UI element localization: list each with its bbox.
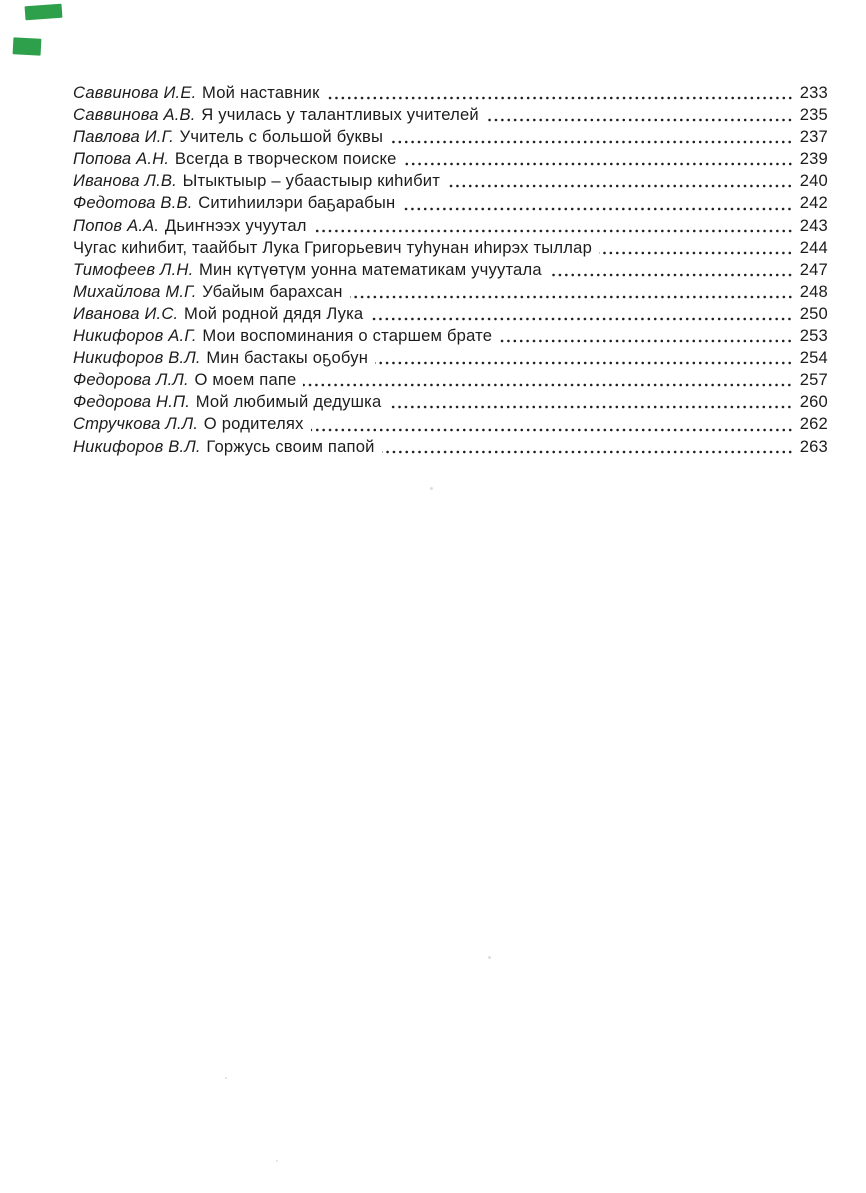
toc-entry-author: Федотова В.В.	[73, 193, 193, 213]
toc-entry-page-number: 242	[799, 193, 828, 213]
scan-speck	[488, 956, 491, 959]
toc-entry	[73, 369, 828, 391]
toc-entry-title: Мой наставник	[202, 83, 320, 102]
toc-entry-author: Федорова Н.П.	[73, 392, 191, 412]
toc-entry-title: Мой любимый дедушка	[195, 392, 382, 412]
dot-leader	[375, 361, 793, 365]
toc-entry-title: Всегда в творческом поиске	[174, 149, 397, 169]
table-of-contents	[73, 82, 828, 458]
toc-entry	[73, 82, 828, 104]
toc-entry	[73, 170, 828, 192]
dot-leader	[370, 317, 793, 321]
toc-entry-page-number: 250	[799, 303, 828, 323]
toc-entry-author: Саввинова А.В.	[73, 105, 196, 125]
dot-leader	[402, 207, 793, 211]
toc-entry-title: Учитель с большой буквы	[179, 127, 384, 147]
green-highlight-mark	[13, 37, 42, 55]
dot-leader	[549, 273, 793, 277]
toc-entry-page-number: 233	[799, 83, 828, 102]
toc-entry-title: Ытыктыыр – убаастыыр киһибит	[182, 171, 441, 191]
toc-entry	[73, 281, 828, 303]
toc-entry-title: Дьиҥнээх учуутал	[164, 215, 307, 235]
toc-entry-page-number: 260	[799, 392, 828, 412]
toc-entry-page-number: 262	[799, 414, 828, 434]
toc-entry-author: Саввинова И.Е.	[73, 83, 197, 102]
toc-entry-title: Мой родной дядя Лука	[184, 303, 364, 323]
scan-speck	[276, 1160, 278, 1162]
toc-entry-page-number: 237	[799, 127, 828, 147]
toc-entry-page-number: 263	[799, 436, 828, 456]
toc-entry-title: Я училась у талантливых учителей	[201, 105, 479, 125]
toc-entry-title: Мин күтүөтүм уонна математикам учуутала	[199, 259, 542, 279]
toc-entry	[73, 436, 828, 458]
toc-entry-author: Никифоров А.Г.	[73, 326, 197, 346]
toc-entry-title: Мои воспоминания о старшем брате	[202, 326, 493, 346]
toc-entry-title: Мин бастакы оҕобун	[206, 348, 369, 368]
toc-entry-title: О родителях	[203, 414, 304, 434]
toc-entry-author: Никифоров В.Л.	[73, 436, 201, 456]
dot-leader	[404, 162, 793, 166]
dot-leader	[599, 251, 793, 255]
toc-entry-page-number: 248	[799, 281, 828, 301]
toc-entry-title: Чугас киһибит, таайбыт Лука Григорьевич туһунан иһирэх тыллар	[73, 237, 592, 257]
dot-leader	[382, 450, 793, 454]
toc-entry	[73, 259, 828, 281]
toc-entry	[73, 303, 828, 325]
toc-entry	[73, 126, 828, 148]
toc-entry-title: Ситиһиилэри баҕарабын	[198, 193, 396, 213]
toc-entry	[73, 413, 828, 435]
toc-entry-author: Павлова И.Г.	[73, 127, 174, 147]
dot-leader	[447, 184, 793, 188]
toc-entry	[73, 215, 828, 237]
toc-entry-author: Попова А.Н.	[73, 149, 170, 169]
toc-entry	[73, 391, 828, 413]
toc-entry-page-number: 239	[799, 149, 828, 169]
toc-entry	[73, 104, 828, 126]
toc-entry	[73, 192, 828, 214]
dot-leader	[390, 140, 793, 144]
toc-entry	[73, 347, 828, 369]
dot-leader	[350, 295, 793, 299]
dot-leader	[314, 229, 793, 233]
toc-entry-author: Никифоров В.Л.	[73, 348, 201, 368]
dot-leader	[311, 428, 793, 432]
toc-entry-page-number: 243	[799, 215, 828, 235]
toc-entry-author: Тимофеев Л.Н.	[73, 259, 194, 279]
scan-speck	[225, 1077, 227, 1079]
toc-entry-author: Михайлова М.Г.	[73, 281, 197, 301]
toc-entry-page-number: 257	[799, 370, 828, 390]
toc-entry-page-number: 247	[799, 259, 828, 279]
dot-leader	[499, 339, 793, 343]
scan-speck	[430, 487, 433, 490]
toc-entry-title: О моем папе	[194, 370, 297, 390]
toc-entry-author: Иванова Л.В.	[73, 171, 177, 191]
dot-leader	[486, 118, 793, 122]
toc-entry-title: Горжусь своим папой	[206, 436, 375, 456]
toc-entry-page-number: 253	[799, 326, 828, 346]
toc-entry-author: Попов А.А.	[73, 215, 160, 235]
toc-entry-page-number: 254	[799, 348, 828, 368]
toc-entry	[73, 237, 828, 259]
toc-entry-page-number: 235	[799, 105, 828, 125]
dot-leader	[327, 96, 793, 100]
toc-entry	[73, 148, 828, 170]
toc-entry-title: Убайым барахсан	[202, 281, 343, 301]
toc-entry-author: Стручкова Л.Л.	[73, 414, 199, 434]
toc-entry-page-number: 240	[799, 171, 828, 191]
toc-entry-author: Федорова Л.Л.	[73, 370, 189, 390]
green-highlight-mark	[25, 4, 63, 21]
toc-entry	[73, 325, 828, 347]
dot-leader	[303, 383, 793, 387]
dot-leader	[388, 405, 793, 409]
toc-entry-page-number: 244	[799, 237, 828, 257]
toc-entry-author: Иванова И.С.	[73, 303, 179, 323]
